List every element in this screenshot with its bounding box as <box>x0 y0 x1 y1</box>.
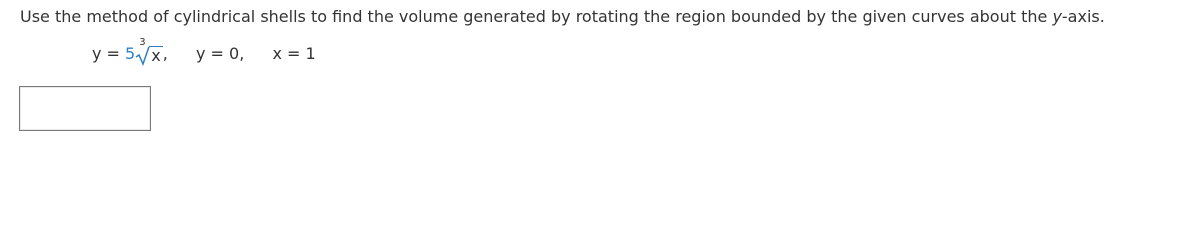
radical-sign-icon <box>135 46 151 66</box>
axis-variable: y <box>1052 7 1062 26</box>
given-curves <box>92 38 316 70</box>
equation-1-lhs: y = <box>92 44 126 63</box>
root-index: 3 <box>139 37 146 48</box>
equation-1-coefficient: 5 <box>125 44 136 63</box>
radicand: x <box>151 46 161 65</box>
question-suffix: -axis. <box>1061 7 1105 26</box>
equation-1-comma: , <box>162 44 168 63</box>
answer-input[interactable] <box>19 86 151 131</box>
question-text <box>20 6 1105 28</box>
equation-2: y = 0, <box>195 44 245 63</box>
equation-3: x = 1 <box>272 44 316 63</box>
question-prefix: Use the method of cylindrical shells to find the volume generated by rotating the region bounded by the given curves about the <box>20 7 1053 26</box>
equation-cube-root <box>92 38 168 70</box>
cube-root <box>135 38 162 70</box>
